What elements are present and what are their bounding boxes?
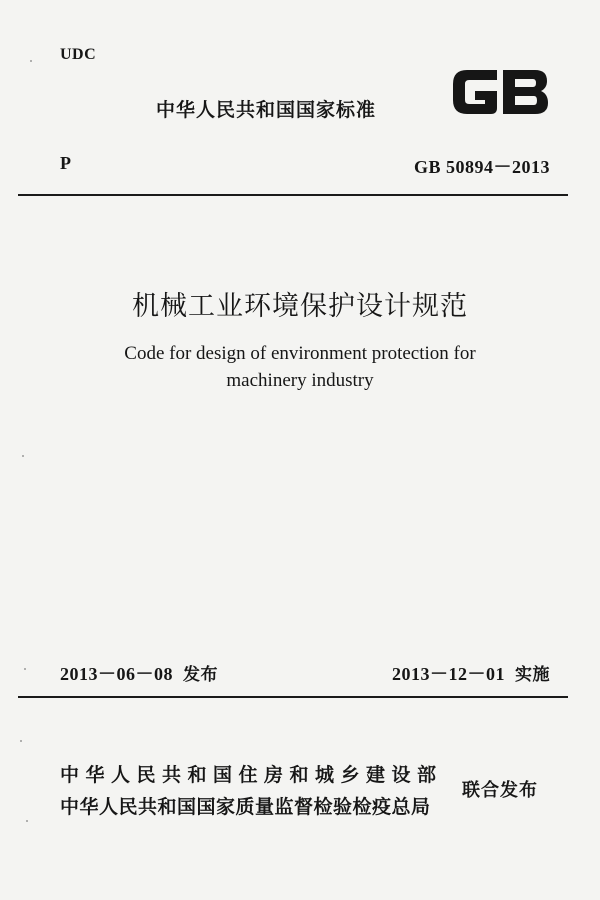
national-standard-heading: 中华人民共和国国家标准 xyxy=(156,99,377,121)
udc-label: UDC xyxy=(60,46,97,63)
issue-label: 发布 xyxy=(183,665,218,685)
scan-speck xyxy=(20,740,22,742)
title-english-line-2: machinery industry xyxy=(226,370,374,391)
title-english xyxy=(0,340,600,394)
scan-speck xyxy=(26,820,28,822)
scan-speck xyxy=(30,60,32,62)
title-chinese: 机械工业环境保护设计规范 xyxy=(132,291,468,322)
implement-date-block xyxy=(392,660,550,686)
joint-issue-label: 联合发布 xyxy=(462,780,538,801)
standard-number: GB 50894－2013 xyxy=(413,157,550,177)
issue-date-block xyxy=(60,660,218,686)
issue-date: 2013－06－08 xyxy=(60,664,173,684)
implement-date: 2013－12－01 xyxy=(392,664,505,684)
top-divider xyxy=(18,194,568,196)
scan-speck xyxy=(24,668,26,670)
issuer-quality-supervision: 中华人民共和国国家质量监督检验检疫总局 xyxy=(60,796,431,818)
issuer-ministry-housing: 中华人民共和国住房和城乡建设部 xyxy=(60,764,443,786)
title-english-line-1: Code for design of environment protection for xyxy=(124,343,476,364)
category-code: P xyxy=(60,153,71,173)
scan-speck xyxy=(22,455,24,457)
gb-logo xyxy=(447,64,551,120)
implement-label: 实施 xyxy=(515,665,550,685)
bottom-divider xyxy=(18,696,568,698)
